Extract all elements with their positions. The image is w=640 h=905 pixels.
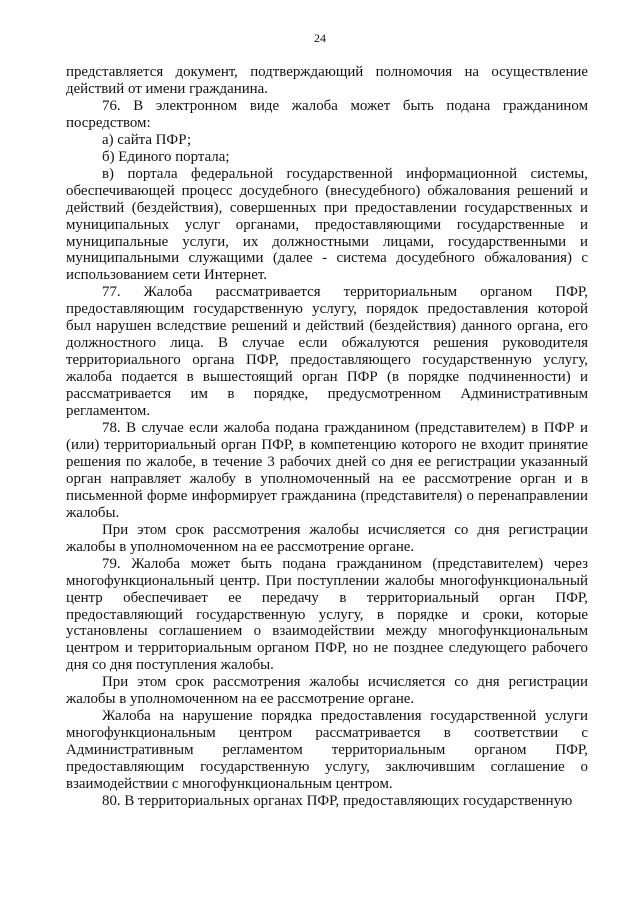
- list-item-76c: в) портала федеральной государственной информационной системы, обеспечивающей процесс досудебного (внесудебного) обжалования решений и действий (бездействия), совершенных при предоставлении государственных и муниципальных услуг органами, предоставляющими государственные и муниципальные услуги, их должностными лицами, государственными и муниципальными служащими (далее - система досудебного обжалования) с использованием сети Интернет.: [66, 165, 588, 284]
- paragraph-continuation: представляется документ, подтверждающий полномочия на осуществление действий от имени гражданина.: [66, 64, 588, 97]
- paragraph-77: 77. Жалоба рассматривается территориальным органом ПФР, предоставляющим государственную услугу, порядок предоставления которой был нарушен вследствие решений и действий (бездействия) данного органа, его должностного лица. В случае если обжалуются решения руководителя территориального органа ПФР, предоставляющего государственную услугу, жалоба подается в вышестоящий орган ПФР (в порядке подчиненности) и рассматривается им в порядке, предусмотренном Административным регламентом.: [66, 284, 588, 420]
- document-body: [66, 64, 588, 810]
- paragraph-79-mfc: Жалоба на нарушение порядка предоставления государственной услуги многофункциональным центром рассматривается в соответствии с Административным регламентом территориальным органом ПФР, предоставляющим государственную услугу, заключившим соглашение о взаимодействии с многофункциональным центром.: [66, 708, 588, 793]
- paragraph-78-term: При этом срок рассмотрения жалобы исчисляется со дня регистрации жалобы в уполномоченном на ее рассмотрение органе.: [66, 521, 588, 555]
- paragraph-78: 78. В случае если жалоба подана гражданином (представителем) в ПФР и (или) территориальный орган ПФР, в компетенцию которого не входит принятие решения по жалобе, в течение 3 рабочих дней со дня ее регистрации указанный орган направляет жалобу в уполномоченный на ее рассмотрение орган и в письменной форме информирует гражданина (представителя) о перенаправлении жалобы.: [66, 420, 588, 521]
- list-item-76b: б) Единого портала;: [102, 148, 230, 165]
- paragraph-76: 76. В электронном виде жалоба может быть подана гражданином посредством:: [66, 97, 588, 131]
- page-number: 24: [314, 31, 326, 45]
- paragraph-79: 79. Жалоба может быть подана гражданином (представителем) через многофункциональный центр. При поступлении жалобы многофункциональный центр обеспечивает ее передачу в территориальный орган ПФР, предоставляющий государственную услугу, в порядке и сроки, которые установлены соглашением о взаимодействии между многофункциональным центром и территориальным органом ПФР, но не позднее следующего рабочего дня со дня поступления жалобы.: [66, 555, 588, 674]
- paragraph-80: 80. В территориальных органах ПФР, предоставляющих государственную: [102, 792, 573, 809]
- list-item-76a: а) сайта ПФР;: [102, 131, 192, 148]
- paragraph-79-term: При этом срок рассмотрения жалобы исчисляется со дня регистрации жалобы в уполномоченном на ее рассмотрение органе.: [66, 674, 588, 708]
